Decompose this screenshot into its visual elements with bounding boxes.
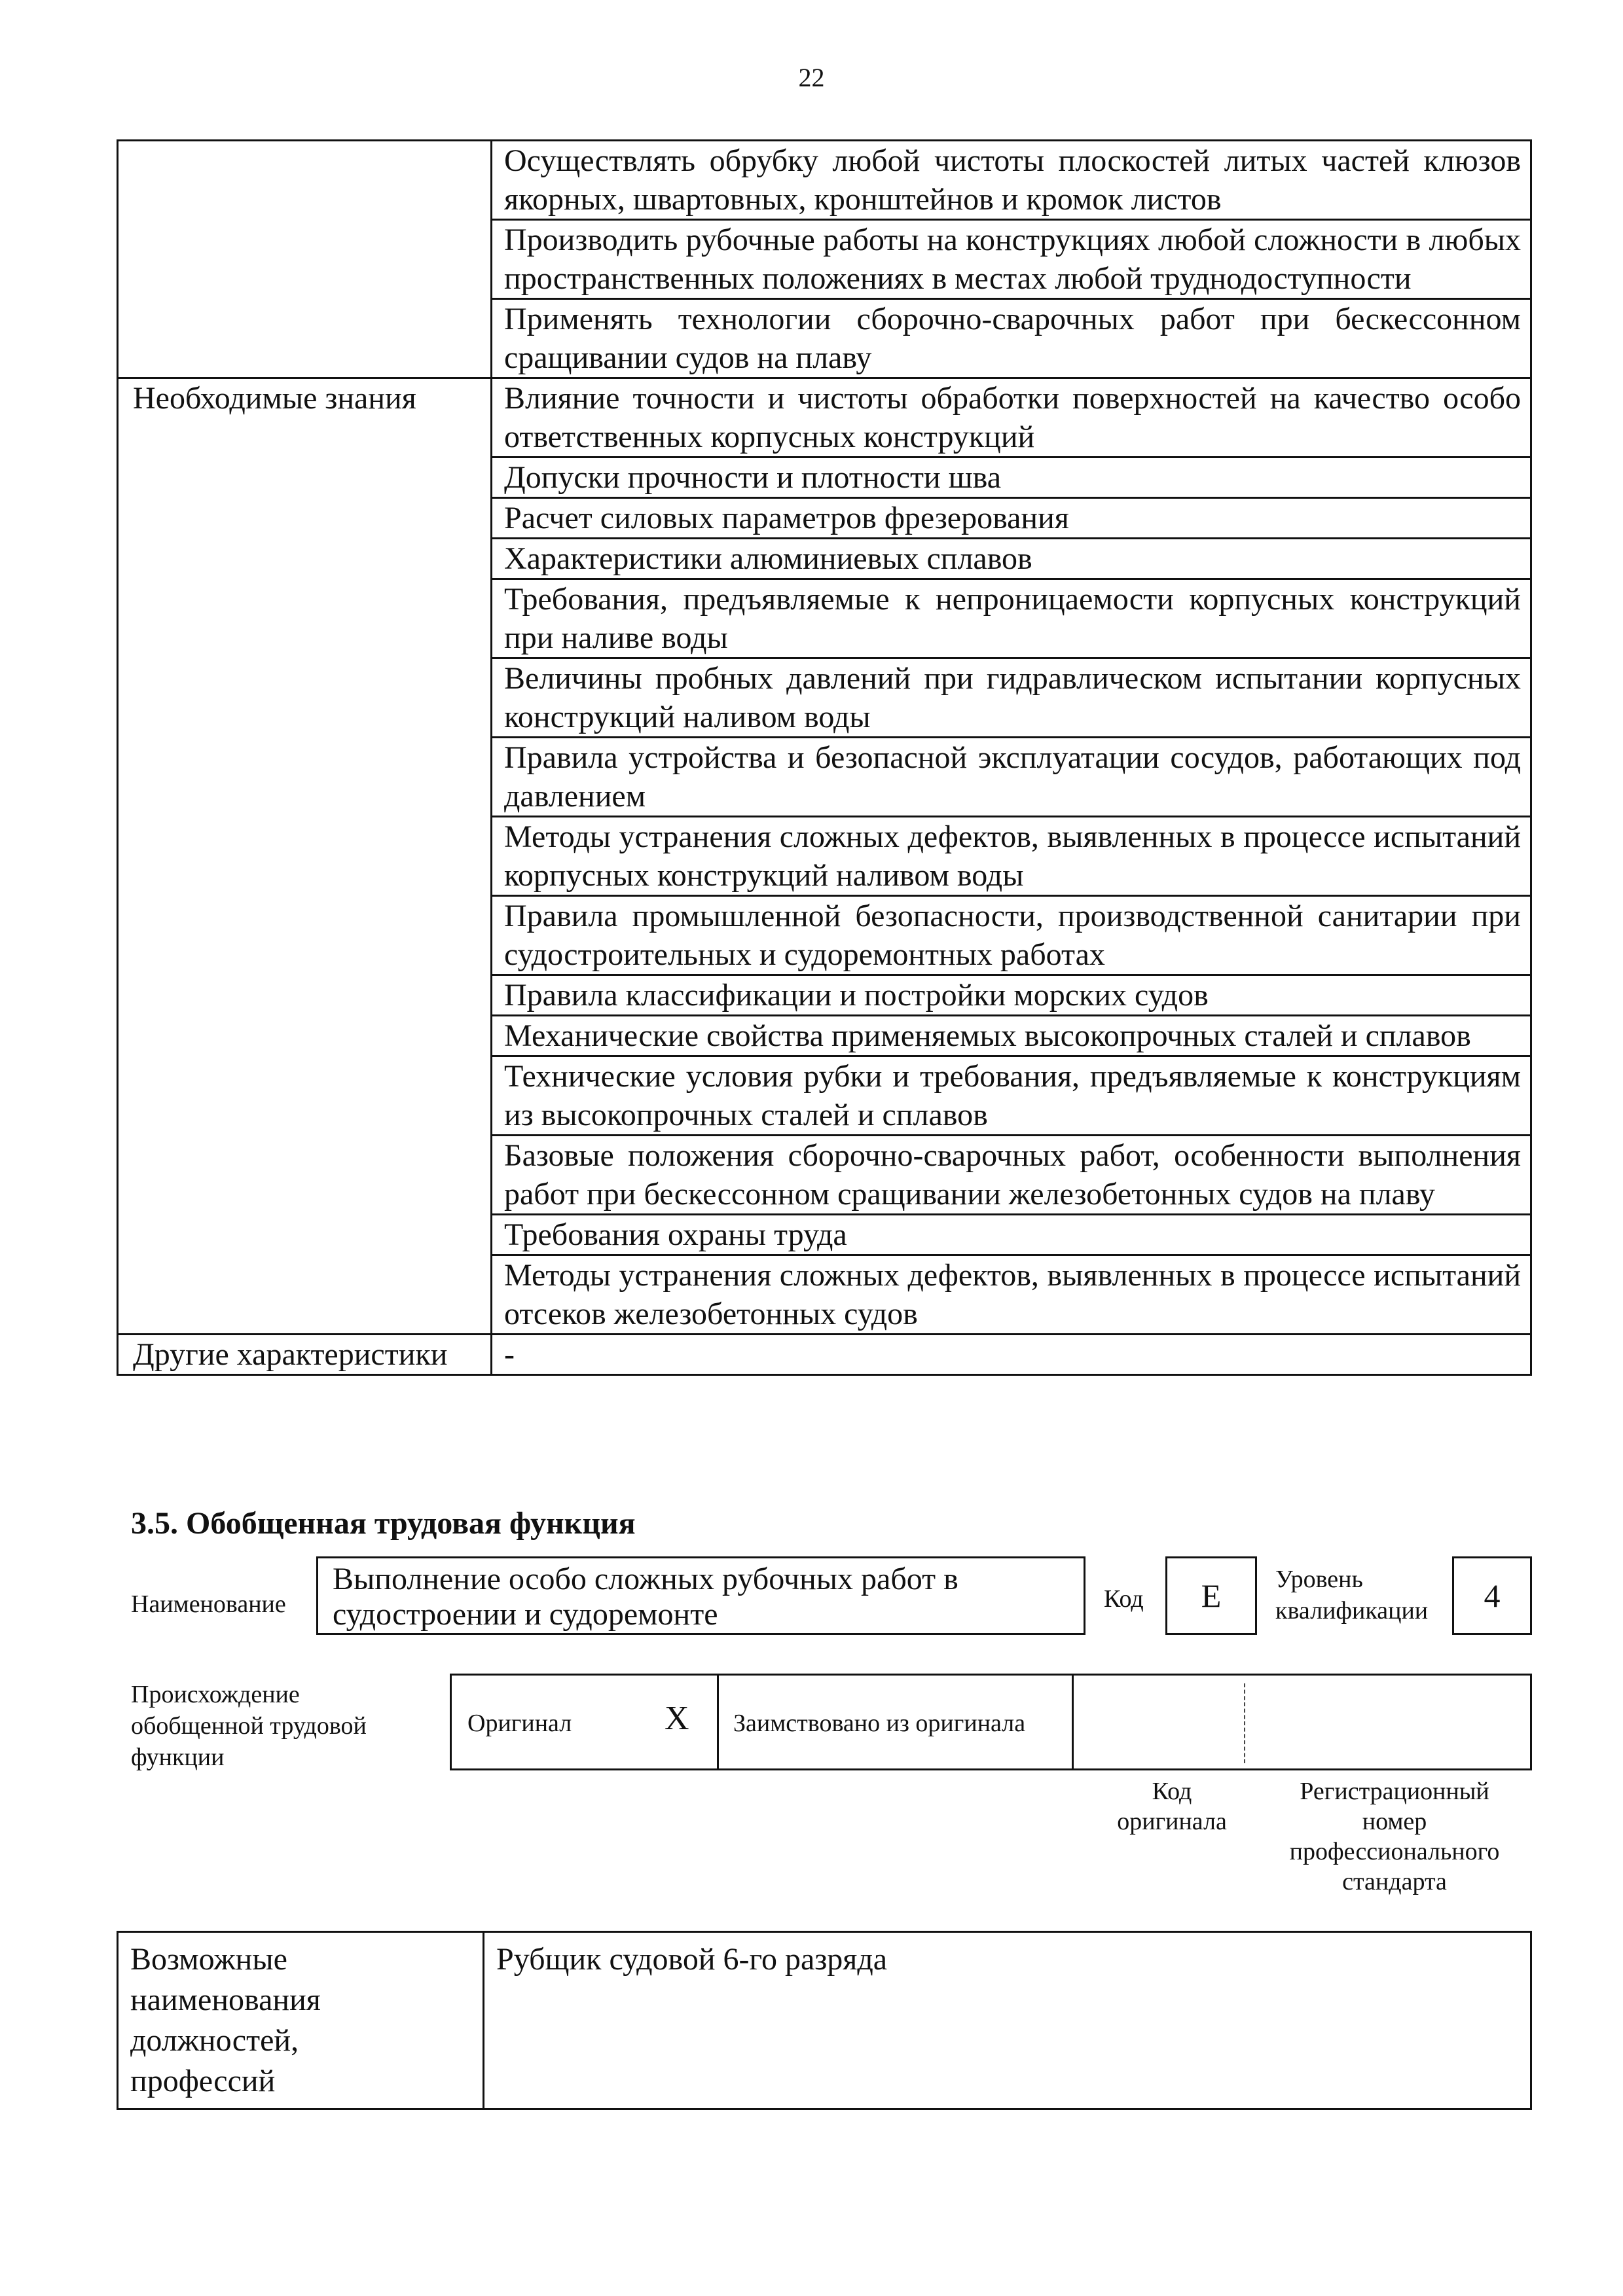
knowledge-item: Расчет силовых параметров фрезерования xyxy=(492,498,1531,539)
origin-divider xyxy=(1072,1676,1074,1768)
knowledge-item: Правила классификации и постройки морских судов xyxy=(492,975,1531,1016)
knowledge-item: Величины пробных давлений при гидравлическом испытании корпусных конструкций наливом воды xyxy=(492,658,1531,738)
origin-label-line3: функции xyxy=(131,1744,225,1771)
origin-divider xyxy=(717,1676,719,1768)
table-row xyxy=(118,378,1531,457)
empty-label-cell xyxy=(118,141,492,378)
code-original-line2: оригинала xyxy=(1117,1808,1227,1835)
knowledge-item: Требования охраны труда xyxy=(492,1215,1531,1255)
origin-label-line2: обобщенной трудовой xyxy=(131,1712,367,1740)
knowledge-item: Допуски прочности и плотности шва xyxy=(492,457,1531,498)
reg-number-line2: номер xyxy=(1362,1808,1427,1835)
knowledge-item: Влияние точности и чистоты обработки поверхностей на качество особо ответственных корпусных конструкций xyxy=(492,378,1531,457)
name-value-line1: Выполнение особо сложных рубочных работ в xyxy=(333,1562,958,1596)
knowledge-item: Методы устранения сложных дефектов, выявленных в процессе испытаний отсеков железобетонных судов xyxy=(492,1255,1531,1335)
name-value-line2: судостроении и судоремонте xyxy=(333,1597,718,1632)
skill-item: Осуществлять обрубку любой чистоты плоскостей литых частей клюзов якорных, швартовных, кронштейнов и кромок листов xyxy=(492,141,1531,220)
level-label-line2: квалификации xyxy=(1275,1597,1429,1624)
origin-divider xyxy=(1244,1683,1245,1763)
table-row xyxy=(118,141,1531,220)
knowledge-item: Правила промышленной безопасности, производственной санитарии при судостроительных и судоремонтных работах xyxy=(492,896,1531,975)
reg-number-line3: профессионального xyxy=(1289,1838,1500,1865)
positions-label-line3: должностей, xyxy=(130,2023,299,2058)
knowledge-item: Методы устранения сложных дефектов, выявленных в процессе испытаний корпусных конструкций наливом воды xyxy=(492,817,1531,896)
knowledge-item: Правила устройства и безопасной эксплуатации сосудов, работающих под давлением xyxy=(492,738,1531,817)
original-label: Оригинал xyxy=(467,1710,572,1737)
reg-number-line4: стандарта xyxy=(1342,1868,1447,1895)
name-value-box xyxy=(316,1556,1085,1635)
level-label-line1: Уровень xyxy=(1275,1566,1363,1593)
positions-label-line2: наименования xyxy=(130,1982,321,2017)
skill-item: Производить рубочные работы на конструкциях любой сложности в любых пространственных положениях в местах любой труднодоступности xyxy=(492,220,1531,299)
borrowed-label: Заимствовано из оригинала xyxy=(733,1710,1026,1737)
table-row xyxy=(118,1335,1531,1375)
knowledge-table xyxy=(117,139,1532,1376)
page-number: 22 xyxy=(798,63,825,92)
skill-item: Применять технологии сборочно-сварочных работ при бескессонном сращивании судов на плаву xyxy=(492,299,1531,378)
origin-label-line1: Происхождение xyxy=(131,1681,300,1708)
other-value: - xyxy=(492,1335,1531,1375)
knowledge-item: Требования, предъявляемые к непроницаемости корпусных конструкций при наливе воды xyxy=(492,579,1531,658)
code-label: Код xyxy=(1104,1585,1144,1613)
positions-table xyxy=(117,1931,1532,2110)
knowledge-item: Технические условия рубки и требования, предъявляемые к конструкциям из высокопрочных сталей и сплавов xyxy=(492,1056,1531,1136)
code-original-line1: Код xyxy=(1152,1778,1192,1805)
code-original-caption xyxy=(1074,1776,1270,1837)
code-value: E xyxy=(1165,1556,1257,1635)
original-mark: X xyxy=(665,1700,689,1737)
table-row xyxy=(118,1932,1531,2109)
reg-number-line1: Регистрационный xyxy=(1300,1778,1489,1805)
positions-value: Рубщик судовой 6-го разряда xyxy=(484,1932,1531,2109)
other-label: Другие характеристики xyxy=(118,1335,492,1375)
knowledge-label: Необходимые знания xyxy=(118,378,492,1335)
reg-number-caption xyxy=(1264,1776,1525,1897)
knowledge-item: Базовые положения сборочно-сварочных работ, особенности выполнения работ при бескессонном сращивании железобетонных судов на плаву xyxy=(492,1136,1531,1215)
level-value: 4 xyxy=(1452,1556,1532,1635)
positions-label-line1: Возможные xyxy=(130,1942,287,1977)
name-label: Наименование xyxy=(131,1590,286,1618)
section-title: 3.5. Обобщенная трудовая функция xyxy=(131,1506,636,1541)
origin-box xyxy=(450,1674,1532,1770)
positions-label-line4: профессий xyxy=(130,2064,276,2098)
positions-label xyxy=(118,1932,484,2109)
knowledge-item: Характеристики алюминиевых сплавов xyxy=(492,539,1531,579)
knowledge-item: Механические свойства применяемых высокопрочных сталей и сплавов xyxy=(492,1016,1531,1056)
